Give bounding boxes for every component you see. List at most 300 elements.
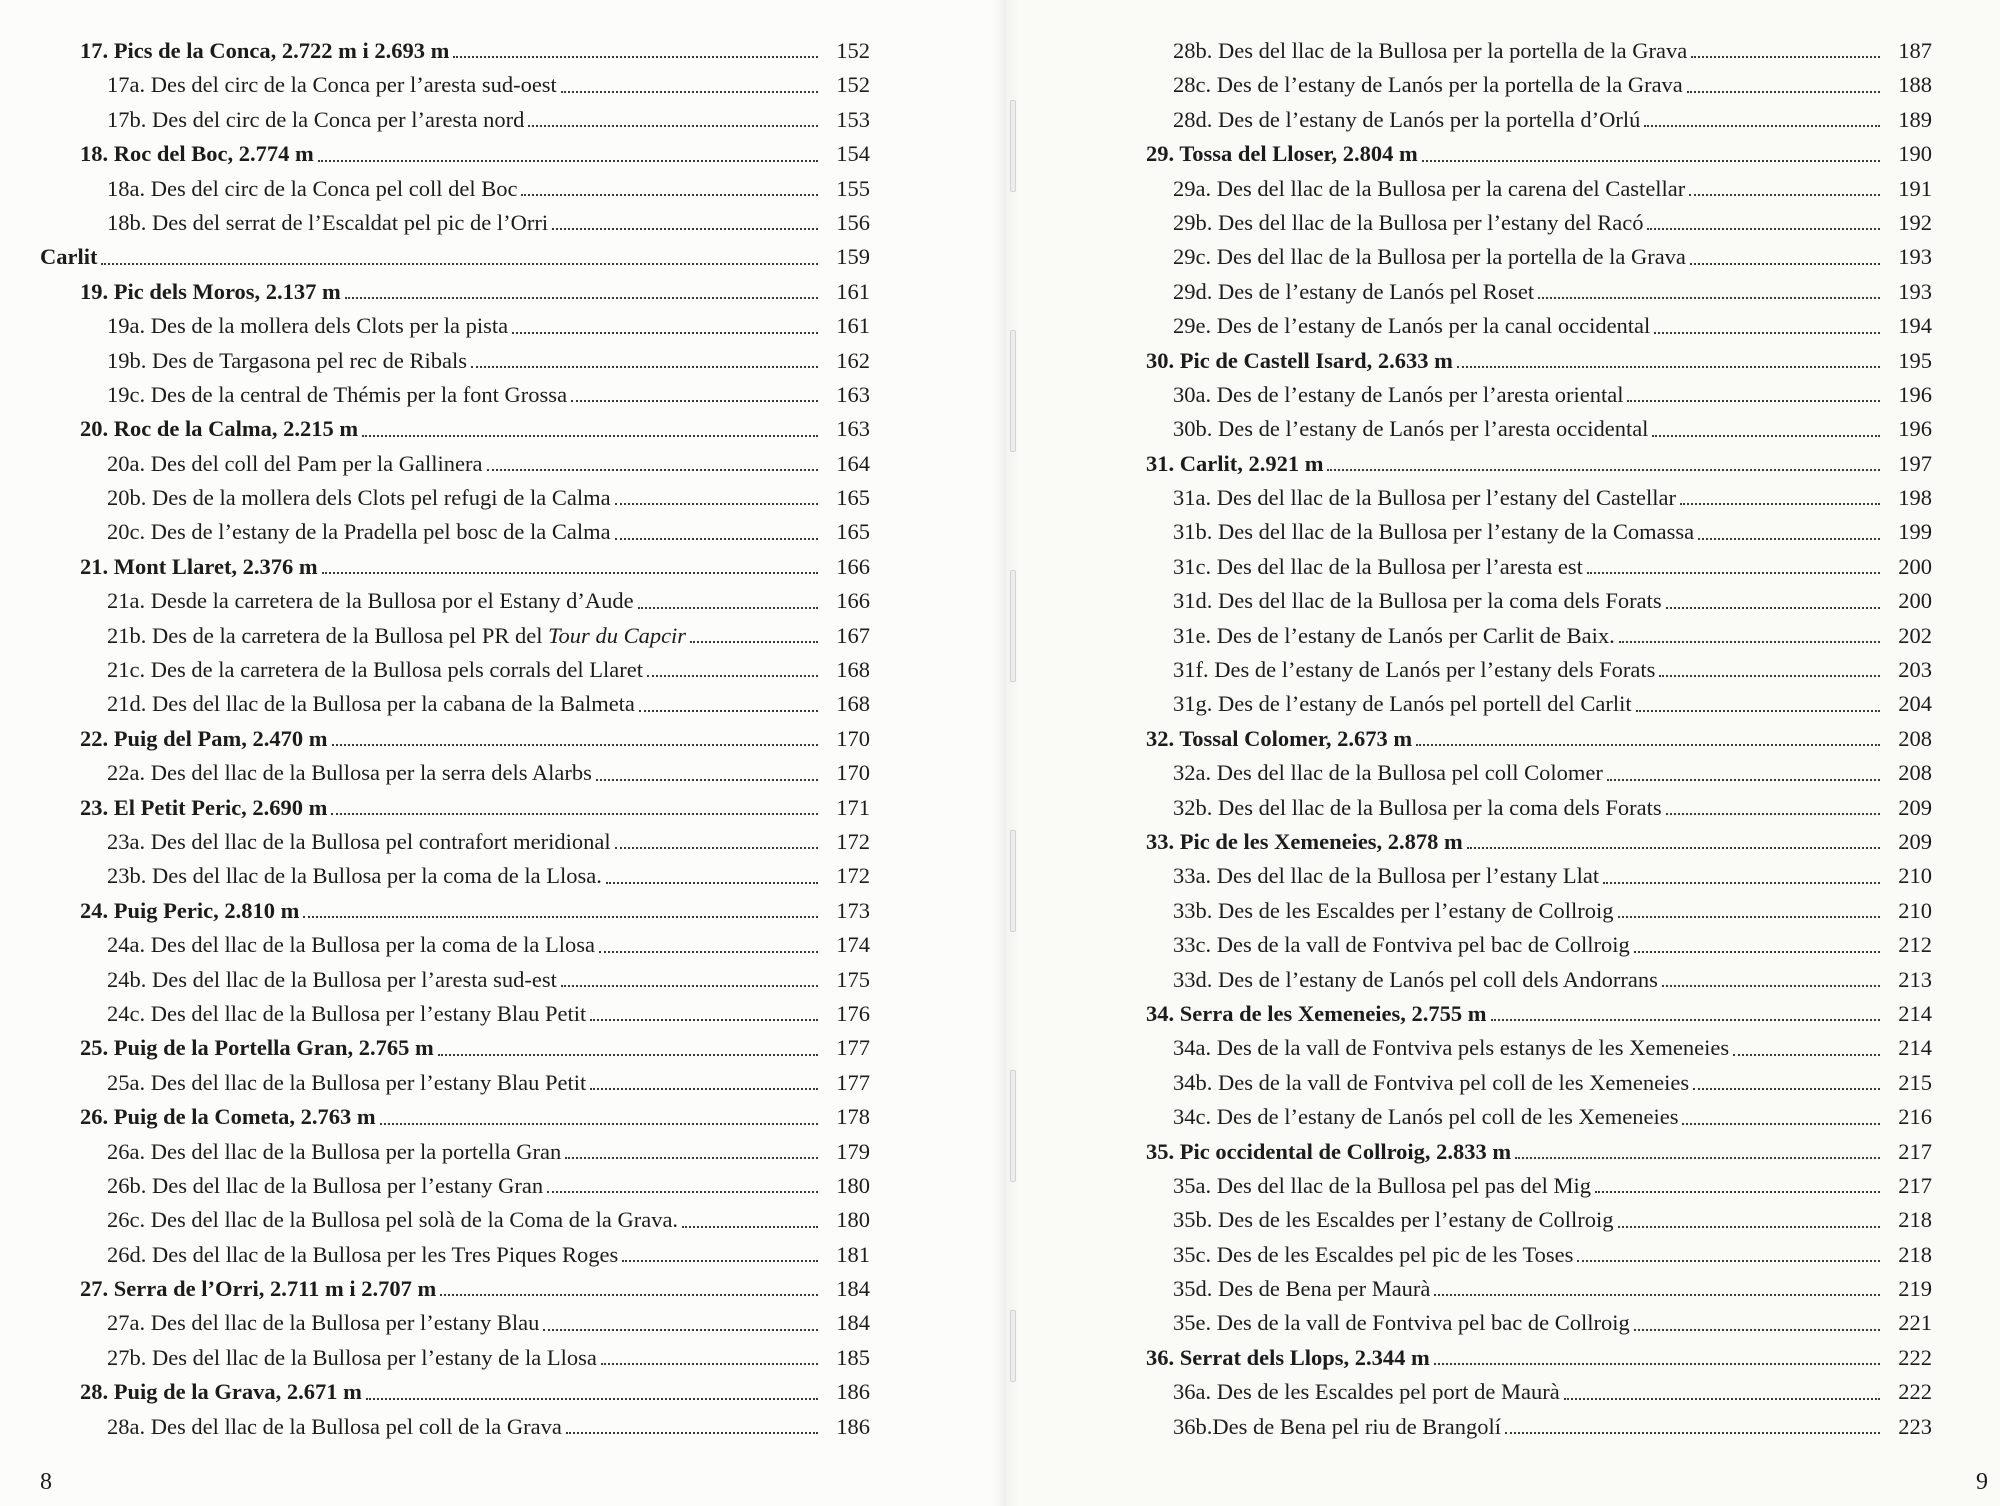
toc-list-left — [0, 34, 870, 1444]
toc-entry-label — [1146, 825, 1463, 859]
toc-subentry — [1002, 68, 1932, 102]
dot-leader — [1422, 137, 1880, 171]
toc-entry-text: 34b. Des de la vall de Fontviva pel coll de les Xemeneies — [1173, 1069, 1690, 1095]
dot-leader — [1618, 894, 1880, 928]
toc-subentry — [0, 447, 870, 481]
dot-leader — [639, 687, 818, 721]
toc-page-number: 168 — [836, 691, 870, 717]
toc-entry-text: 35. Pic occidental de Collroig, 2.833 m — [1146, 1138, 1512, 1164]
toc-subentry — [0, 1238, 870, 1272]
dot-leader — [1662, 963, 1880, 997]
toc-entry-text: 29e. Des de l’estany de Lanós per la canal occidental — [1173, 313, 1651, 339]
toc-subentry — [1002, 275, 1932, 309]
toc-entry — [0, 412, 870, 446]
toc-page-number: 196 — [1898, 381, 1932, 407]
toc-page-number: 186 — [836, 1413, 870, 1439]
dot-leader — [571, 378, 818, 412]
toc-entry-label — [107, 1066, 586, 1100]
toc-entry-text: 23. El Petit Peric, 2.690 m — [80, 794, 328, 820]
toc-entry-text: 30. Pic de Castell Isard, 2.633 m — [1146, 347, 1453, 373]
toc-subentry — [0, 1410, 870, 1444]
toc-entry — [0, 137, 870, 171]
toc-subentry — [1002, 481, 1932, 515]
toc-subentry — [0, 584, 870, 618]
toc-entry-text: 34c. Des de l’estany de Lanós pel coll de les Xemeneies — [1173, 1104, 1679, 1130]
toc-entry-label — [107, 515, 611, 549]
toc-subentry — [1002, 206, 1932, 240]
toc-page-number: 163 — [836, 381, 870, 407]
toc-entry-label — [107, 309, 508, 343]
toc-entry — [0, 1272, 870, 1306]
toc-entry-label — [40, 240, 97, 274]
toc-entry-label — [1173, 550, 1583, 584]
toc-entry — [0, 1031, 870, 1065]
dot-leader — [1654, 309, 1880, 343]
toc-entry-label — [1173, 894, 1614, 928]
toc-entry-text: 23b. Des del llac de la Bullosa per la coma de la Llosa. — [107, 863, 602, 889]
page-number-right: 9 — [1976, 1469, 1988, 1495]
toc-entry-label — [107, 447, 483, 481]
toc-page-number: 177 — [836, 1069, 870, 1095]
toc-subentry — [1002, 584, 1932, 618]
dot-leader — [601, 1341, 818, 1375]
toc-entry-text: 25a. Des del llac de la Bullosa per l’estany Blau Petit — [107, 1069, 587, 1095]
dot-leader — [552, 206, 818, 240]
toc-subentry — [0, 859, 870, 893]
toc-entry-label — [107, 825, 611, 859]
toc-entry-text: 36a. Des de les Escaldes pel port de Maurà — [1173, 1379, 1560, 1405]
toc-entry-text: 29b. Des del llac de la Bullosa per l’estany del Racó — [1173, 209, 1644, 235]
dot-leader — [318, 137, 818, 171]
toc-subentry — [0, 653, 870, 687]
toc-page-number: 168 — [836, 657, 870, 683]
toc-entry-label — [107, 928, 595, 962]
right-page — [1002, 0, 2000, 1506]
toc-page-number: 208 — [1898, 760, 1932, 786]
toc-entry-label — [1146, 137, 1418, 171]
toc-entry-label — [1173, 68, 1683, 102]
toc-entry-text: 21d. Des del llac de la Bullosa per la cabana de la Balmeta — [107, 691, 635, 717]
toc-entry-label — [107, 963, 557, 997]
dot-leader — [1636, 687, 1880, 721]
dot-leader — [590, 1066, 818, 1100]
toc-entry-label — [1173, 1238, 1573, 1272]
toc-page-number: 161 — [836, 313, 870, 339]
toc-subentry — [0, 1203, 870, 1237]
binding-stitch — [1010, 830, 1016, 932]
toc-entry-label — [107, 756, 592, 790]
toc-page-number: 218 — [1898, 1241, 1932, 1267]
toc-page-number: 161 — [836, 278, 870, 304]
toc-page-number: 154 — [836, 141, 870, 167]
toc-page-number: 187 — [1898, 38, 1932, 63]
toc-page-number: 210 — [1898, 897, 1932, 923]
toc-subentry — [0, 997, 870, 1031]
toc-page-number: 199 — [1898, 519, 1932, 545]
dot-leader — [565, 1135, 818, 1169]
toc-entry-label — [1173, 1375, 1560, 1409]
toc-page-number: 195 — [1898, 347, 1932, 373]
toc-entry — [1002, 447, 1932, 481]
dot-leader — [1634, 928, 1880, 962]
toc-page-number: 172 — [836, 828, 870, 854]
dot-leader — [1603, 859, 1880, 893]
toc-entry-label — [80, 791, 327, 825]
toc-entry-text: 26a. Des del llac de la Bullosa per la portella Gran — [107, 1138, 562, 1164]
toc-subentry — [0, 309, 870, 343]
toc-subentry — [1002, 653, 1932, 687]
toc-entry-label — [80, 1272, 436, 1306]
dot-leader — [1691, 34, 1880, 68]
toc-page-number: 214 — [1898, 1035, 1932, 1061]
toc-entry-label — [1173, 687, 1632, 721]
toc-entry-text: 31a. Des del llac de la Bullosa per l’estany del Castellar — [1173, 485, 1676, 511]
toc-subentry — [1002, 791, 1932, 825]
toc-page-number: 180 — [836, 1172, 870, 1198]
toc-page-number: 216 — [1898, 1104, 1932, 1130]
toc-page-number: 203 — [1898, 657, 1932, 683]
dot-leader — [615, 515, 818, 549]
toc-entry-text: 31g. Des de l’estany de Lanós pel portell del Carlit — [1173, 691, 1632, 717]
dot-leader — [1644, 103, 1880, 137]
toc-subentry — [1002, 1066, 1932, 1100]
toc-entry-text: 25. Puig de la Portella Gran, 2.765 m — [80, 1035, 434, 1061]
toc-entry-text: 24. Puig Peric, 2.810 m — [80, 897, 300, 923]
toc-page-number: 222 — [1898, 1344, 1932, 1370]
dot-leader — [590, 997, 818, 1031]
toc-subentry — [0, 344, 870, 378]
toc-entry-text: 24c. Des del llac de la Bullosa per l’estany Blau Petit — [107, 1000, 587, 1026]
toc-entry-text: 29c. Des del llac de la Bullosa per la portella de la Grava — [1173, 244, 1686, 270]
toc-subentry — [1002, 103, 1932, 137]
toc-entry-label — [1173, 756, 1603, 790]
toc-entry-label — [1173, 34, 1687, 68]
toc-entry-label — [1173, 859, 1599, 893]
toc-entry-text: 35d. Des de Bena per Maurà — [1173, 1276, 1431, 1302]
dot-leader — [606, 859, 818, 893]
toc-entry-text: 30b. Des de l’estany de Lanós per l’aresta occidental — [1173, 416, 1649, 442]
toc-entry-label — [1173, 378, 1623, 412]
toc-entry-text: 18b. Des del serrat de l’Escaldat pel pic de l’Orri — [107, 209, 549, 235]
toc-subentry — [0, 928, 870, 962]
toc-subentry — [1002, 859, 1932, 893]
dot-leader — [380, 1100, 818, 1134]
dot-leader — [331, 791, 818, 825]
toc-subentry — [1002, 378, 1932, 412]
dot-leader — [1698, 515, 1880, 549]
toc-entry-text: 36. Serrat dels Llops, 2.344 m — [1146, 1344, 1430, 1370]
dot-leader — [1434, 1341, 1880, 1375]
toc-subentry — [1002, 963, 1932, 997]
toc-page-number: 186 — [836, 1379, 870, 1405]
toc-page-number: 163 — [836, 416, 870, 442]
dot-leader — [599, 928, 818, 962]
toc-entry-label — [107, 859, 602, 893]
dot-leader — [101, 240, 818, 274]
toc-entry-text: 33a. Des del llac de la Bullosa per l’estany Llat — [1173, 863, 1600, 889]
toc-subentry — [1002, 309, 1932, 343]
toc-page-number: 166 — [836, 588, 870, 614]
toc-entry-label — [80, 894, 299, 928]
toc-entry-text: 27. Serra de l’Orri, 2.711 m i 2.707 m — [80, 1276, 437, 1302]
toc-subentry — [0, 687, 870, 721]
toc-entry-label — [1173, 309, 1650, 343]
dot-leader — [366, 1375, 818, 1409]
toc-page-number: 194 — [1898, 313, 1932, 339]
toc-page-number: 185 — [836, 1344, 870, 1370]
toc-entry-text: 36b.Des de Bena pel riu de Brangolí — [1173, 1413, 1502, 1439]
toc-subentry — [1002, 550, 1932, 584]
toc-entry-text: 27b. Des del llac de la Bullosa per l’estany de la Llosa — [107, 1344, 597, 1370]
toc-list-right — [1002, 34, 1932, 1444]
dot-leader — [566, 1410, 818, 1444]
dot-leader — [1538, 275, 1880, 309]
dot-leader — [1682, 1100, 1880, 1134]
toc-subentry — [1002, 1100, 1932, 1134]
dot-leader — [1647, 206, 1880, 240]
toc-page-number: 208 — [1898, 725, 1932, 751]
toc-page-number: 162 — [836, 347, 870, 373]
toc-entry-label — [1173, 1203, 1614, 1237]
toc-entry-label — [1173, 275, 1534, 309]
toc-page-number: 222 — [1898, 1379, 1932, 1405]
toc-subentry — [0, 206, 870, 240]
toc-entry-text: 27a. Des del llac de la Bullosa per l’estany Blau — [107, 1310, 540, 1336]
toc-entry-text: 26. Puig de la Cometa, 2.763 m — [80, 1104, 376, 1130]
toc-subentry — [0, 515, 870, 549]
toc-entry-text: 31. Carlit, 2.921 m — [1146, 450, 1324, 476]
toc-entry-label — [107, 997, 586, 1031]
toc-entry — [0, 894, 870, 928]
dot-leader — [690, 619, 818, 653]
toc-entry — [0, 275, 870, 309]
toc-subentry — [1002, 1306, 1932, 1340]
toc-entry-label — [1173, 1410, 1501, 1444]
toc-page-number: 221 — [1898, 1310, 1932, 1336]
toc-page-number: 170 — [836, 725, 870, 751]
toc-entry-text: 29. Tossa del Lloser, 2.804 m — [1146, 141, 1418, 167]
toc-entry-label — [1173, 653, 1655, 687]
toc-entry-text: 20. Roc de la Calma, 2.215 m — [80, 416, 359, 442]
toc-entry-text: 34a. Des de la vall de Fontviva pels estanys de les Xemeneies — [1173, 1035, 1730, 1061]
toc-entry-text: 35e. Des de la vall de Fontviva pel bac de Collroig — [1173, 1310, 1630, 1336]
toc-page-number: 167 — [836, 622, 870, 648]
dot-leader — [1505, 1410, 1880, 1444]
toc-page-number: 188 — [1898, 72, 1932, 98]
page-number-left: 8 — [40, 1469, 52, 1495]
toc-subentry — [1002, 1238, 1932, 1272]
toc-entry-label — [107, 1135, 561, 1169]
toc-entry-label — [1146, 1135, 1511, 1169]
toc-entry-text: 31d. Des del llac de la Bullosa per la coma dels Forats — [1173, 588, 1662, 614]
dot-leader — [1689, 172, 1880, 206]
toc-page-number: 152 — [836, 38, 870, 63]
dot-leader — [322, 550, 818, 584]
toc-page-number: 196 — [1898, 416, 1932, 442]
toc-entry-label — [107, 68, 557, 102]
toc-entry — [1002, 1341, 1932, 1375]
binding-stitch — [1010, 1310, 1016, 1382]
toc-subentry — [0, 1306, 870, 1340]
toc-page-number: 176 — [836, 1000, 870, 1026]
toc-entry-text: 20c. Des de l’estany de la Pradella pel bosc de la Calma — [107, 519, 611, 545]
toc-entry — [0, 1375, 870, 1409]
toc-entry-label — [107, 103, 524, 137]
toc-entry-text: 31e. Des de l’estany de Lanós per Carlit de Baix. — [1173, 622, 1615, 648]
toc-entry-label — [107, 1238, 618, 1272]
dot-leader — [471, 344, 818, 378]
toc-entry-text: 18. Roc del Boc, 2.774 m — [80, 141, 314, 167]
toc-page-number: 175 — [836, 966, 870, 992]
dot-leader — [1693, 1066, 1880, 1100]
toc-entry-label — [107, 584, 634, 618]
toc-entry-text: 35c. Des de les Escaldes pel pic de les Toses — [1173, 1241, 1574, 1267]
toc-entry-label — [1173, 206, 1643, 240]
toc-entry — [1002, 997, 1932, 1031]
toc-entry-text: 19. Pic dels Moros, 2.137 m — [80, 278, 341, 304]
toc-subentry — [1002, 1410, 1932, 1444]
toc-entry-label — [1173, 791, 1662, 825]
toc-subentry — [0, 1066, 870, 1100]
dot-leader — [303, 894, 818, 928]
toc-entry-text: 22a. Des del llac de la Bullosa per la serra dels Alarbs — [107, 760, 592, 786]
dot-leader — [487, 447, 818, 481]
dot-leader — [561, 963, 818, 997]
toc-entry-label — [80, 722, 328, 756]
toc-entry-label — [1173, 172, 1685, 206]
toc-entry-label — [1173, 1031, 1729, 1065]
toc-page-number: 200 — [1898, 553, 1932, 579]
toc-page-number: 198 — [1898, 485, 1932, 511]
toc-page-number: 204 — [1898, 691, 1932, 717]
toc-page-number: 172 — [836, 863, 870, 889]
toc-entry-label — [1173, 1169, 1591, 1203]
toc-entry-text: 23a. Des del llac de la Bullosa pel contrafort meridional — [107, 828, 611, 854]
toc-subentry — [1002, 1169, 1932, 1203]
dot-leader — [1690, 240, 1880, 274]
toc-subentry — [1002, 1031, 1932, 1065]
dot-leader — [561, 68, 818, 102]
toc-subentry — [0, 378, 870, 412]
toc-page-number: 164 — [836, 450, 870, 476]
toc-entry-label — [80, 1100, 376, 1134]
toc-page-number: 189 — [1898, 106, 1932, 132]
toc-subentry — [1002, 1203, 1932, 1237]
toc-entry-text: 28a. Des del llac de la Bullosa pel coll de la Grava — [107, 1413, 562, 1439]
toc-subentry — [1002, 1272, 1932, 1306]
dot-leader — [1652, 412, 1880, 446]
toc-page-number: 212 — [1898, 932, 1932, 958]
toc-entry-text: 26b. Des del llac de la Bullosa per l’estany Gran — [107, 1172, 544, 1198]
toc-entry-text: 21c. Des de la carretera de la Bullosa pels corrals del Llaret — [107, 657, 644, 683]
book-gutter — [990, 0, 1020, 1506]
toc-page-number: 219 — [1898, 1276, 1932, 1302]
toc-entry-text: 19a. Des de la mollera dels Clots per la pista — [107, 313, 509, 339]
dot-leader — [521, 172, 818, 206]
toc-page-number: 209 — [1898, 794, 1932, 820]
toc-entry-label — [1146, 997, 1487, 1031]
toc-entry-label — [107, 1410, 562, 1444]
toc-page-number: 156 — [836, 209, 870, 235]
dot-leader — [1618, 1203, 1880, 1237]
toc-entry-label — [80, 1031, 434, 1065]
dot-leader — [1564, 1375, 1880, 1409]
toc-subentry — [0, 756, 870, 790]
toc-entry-text: 33b. Des de les Escaldes per l’estany de Collroig — [1173, 897, 1614, 923]
dot-leader — [638, 584, 818, 618]
toc-page-number: 213 — [1898, 966, 1932, 992]
toc-page-number: 165 — [836, 519, 870, 545]
toc-subentry — [0, 963, 870, 997]
dot-leader — [543, 1306, 818, 1340]
dot-leader — [1577, 1238, 1880, 1272]
toc-page-number: 223 — [1898, 1413, 1932, 1439]
dot-leader — [1733, 1031, 1880, 1065]
toc-entry-text: 28. Puig de la Grava, 2.671 m — [80, 1379, 362, 1405]
toc-entry — [1002, 344, 1932, 378]
toc-entry-label — [107, 1203, 678, 1237]
toc-page-number: 209 — [1898, 828, 1932, 854]
toc-entry-label — [80, 137, 314, 171]
dot-leader — [1666, 791, 1880, 825]
toc-entry-label — [1173, 515, 1694, 549]
toc-subentry — [1002, 240, 1932, 274]
toc-subentry — [1002, 412, 1932, 446]
dot-leader — [1619, 619, 1880, 653]
toc-subentry — [0, 825, 870, 859]
toc-page-number: 166 — [836, 553, 870, 579]
toc-page-number: 202 — [1898, 622, 1932, 648]
toc-entry-text: 28d. Des de l’estany de Lanós per la portella d’Orlú — [1173, 106, 1641, 132]
toc-entry-text: Carlit — [40, 244, 98, 270]
toc-entry-text: 22. Puig del Pam, 2.470 m — [80, 725, 328, 751]
toc-entry-text: 20b. Des de la mollera dels Clots pel refugi de la Calma — [107, 485, 611, 511]
toc-entry-label — [107, 1169, 543, 1203]
toc-page-number: 181 — [836, 1241, 870, 1267]
dot-leader — [1595, 1169, 1880, 1203]
toc-entry-italic-text: Tour du Capcir — [548, 622, 687, 648]
toc-entry-text: 31c. Des del llac de la Bullosa per l’aresta est — [1173, 553, 1583, 579]
toc-subentry — [1002, 34, 1932, 68]
dot-leader — [362, 412, 818, 446]
toc-entry-label — [107, 481, 611, 515]
dot-leader — [1659, 653, 1880, 687]
toc-page-number: 218 — [1898, 1207, 1932, 1233]
toc-entry-text: 31f. Des de l’estany de Lanós per l’estany dels Forats — [1173, 657, 1656, 683]
toc-entry-label — [1173, 240, 1686, 274]
toc-entry-text: 17. Pics de la Conca, 2.722 m i 2.693 m — [80, 38, 450, 63]
toc-entry-text: 33d. Des de l’estany de Lanós pel coll dels Andorrans — [1173, 966, 1658, 992]
toc-page-number: 193 — [1898, 244, 1932, 270]
toc-page-number: 178 — [836, 1104, 870, 1130]
toc-page-number: 173 — [836, 897, 870, 923]
dot-leader — [1607, 756, 1880, 790]
toc-page-number: 214 — [1898, 1000, 1932, 1026]
dot-leader — [1666, 584, 1880, 618]
toc-page-number: 217 — [1898, 1172, 1932, 1198]
toc-subentry — [1002, 756, 1932, 790]
toc-subentry — [1002, 894, 1932, 928]
dot-leader — [345, 275, 818, 309]
toc-page-number: 193 — [1898, 278, 1932, 304]
dot-leader — [1627, 378, 1880, 412]
toc-entry-label — [107, 344, 467, 378]
toc-entry-label — [1173, 412, 1648, 446]
toc-entry-label — [107, 172, 517, 206]
dot-leader — [440, 1272, 818, 1306]
toc-entry-text: 19c. Des de la central de Thémis per la font Grossa — [107, 381, 568, 407]
toc-subentry — [0, 68, 870, 102]
